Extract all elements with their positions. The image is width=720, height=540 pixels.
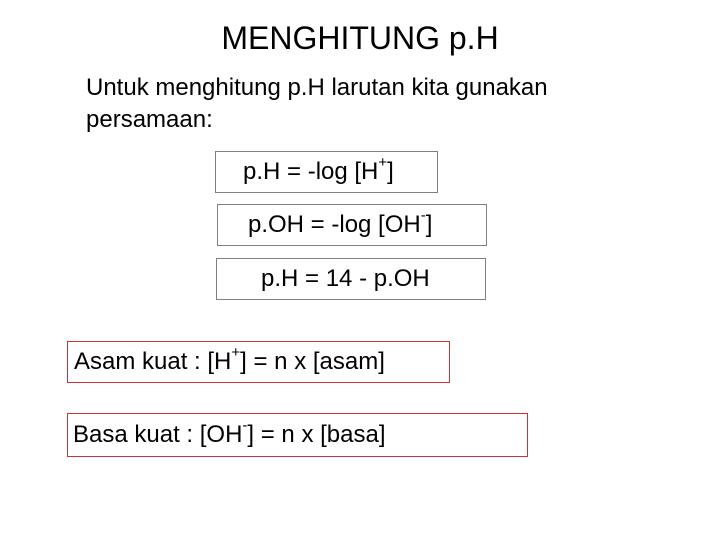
poh-formula bbox=[248, 207, 433, 239]
strong-base-superscript: - bbox=[242, 417, 248, 434]
strong-acid-formula bbox=[74, 344, 385, 376]
poh-formula-end: ] bbox=[425, 211, 433, 238]
strong-acid-box bbox=[67, 341, 450, 383]
strong-base-end: ] = n x [basa] bbox=[247, 421, 386, 448]
strong-base-formula bbox=[73, 417, 386, 449]
ph-from-poh-box bbox=[216, 258, 486, 300]
strong-acid-main: Asam kuat : [H bbox=[74, 348, 232, 375]
strong-base-main: Basa kuat : [OH bbox=[73, 421, 243, 448]
page-title: MENGHITUNG p.H bbox=[221, 20, 499, 56]
ph-formula-superscript: + bbox=[378, 154, 388, 171]
poh-formula-main: p.OH = -log [OH bbox=[248, 211, 421, 238]
strong-acid-end: ] = n x [asam] bbox=[240, 348, 385, 375]
ph-formula bbox=[243, 154, 394, 186]
ph-formula-end: ] bbox=[387, 158, 394, 185]
ph-formula-main: p.H = -log [H bbox=[243, 158, 379, 185]
intro-text: Untuk menghitung p.H larutan kita gunakan persamaan: bbox=[86, 74, 548, 133]
poh-formula-superscript: - bbox=[420, 207, 426, 224]
ph-from-poh-formula: p.H = 14 - p.OH bbox=[261, 265, 430, 292]
strong-base-box bbox=[67, 413, 528, 457]
ph-formula-box bbox=[215, 151, 438, 193]
strong-acid-superscript: + bbox=[231, 344, 241, 361]
poh-formula-box bbox=[217, 204, 487, 246]
